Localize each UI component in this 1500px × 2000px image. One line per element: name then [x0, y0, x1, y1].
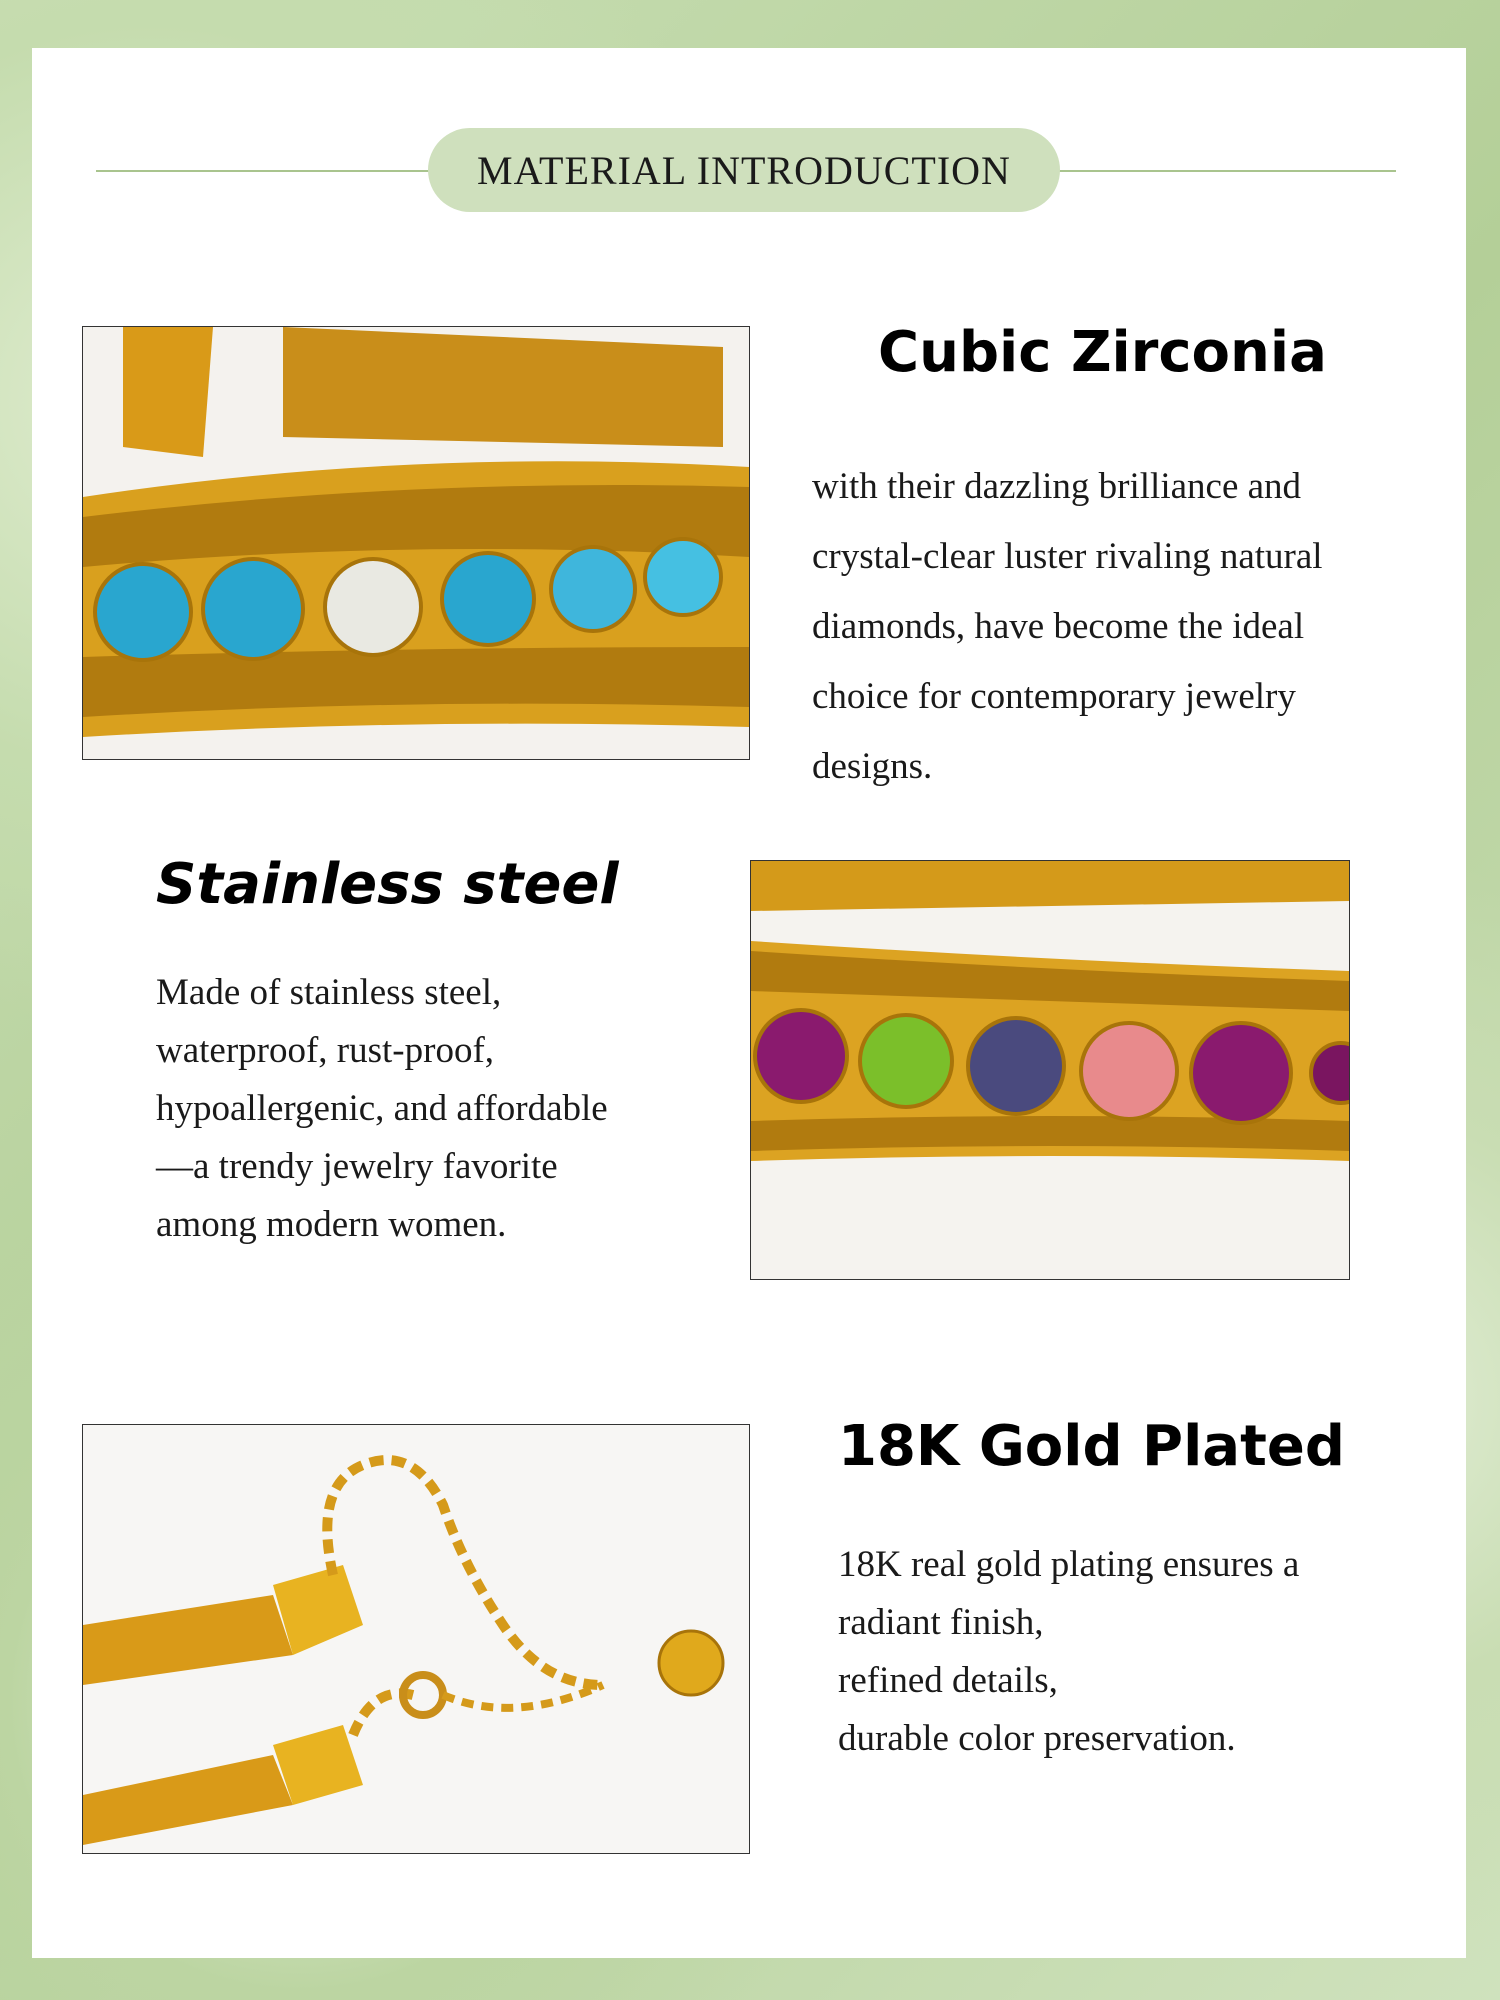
zirconia-line: diamonds, have become the ideal: [812, 606, 1305, 647]
zirconia-line: designs.: [812, 746, 933, 787]
gold-line: radiant finish,: [838, 1602, 1044, 1643]
banner-divider-left: [96, 170, 436, 172]
zirconia-line: crystal-clear luster rivaling natural: [812, 536, 1323, 577]
section-banner: MATERIAL INTRODUCTION: [428, 128, 1060, 212]
zirconia-line: with their dazzling brilliance and: [812, 466, 1302, 507]
section-title-zirconia: Cubic Zirconia: [878, 320, 1327, 385]
zirconia-line: choice for contemporary jewelry: [812, 676, 1296, 717]
steel-line: waterproof, rust-proof,: [156, 1030, 495, 1071]
gold-line: durable color preservation.: [838, 1718, 1236, 1759]
steel-line: —a trendy jewelry favorite: [156, 1146, 558, 1187]
section-body-gold: [838, 1536, 1299, 1768]
gold-line: 18K real gold plating ensures a: [838, 1544, 1300, 1585]
steel-line: hypoallergenic, and affordable: [156, 1088, 608, 1129]
steel-line: Made of stainless steel,: [156, 972, 502, 1013]
section-body-zirconia: [812, 452, 1323, 802]
gold-line: refined details,: [838, 1660, 1058, 1701]
section-body-steel: [156, 964, 608, 1254]
section-title-steel: Stainless steel: [156, 852, 619, 917]
banner-divider-right: [1058, 170, 1396, 172]
bracelet-clasp-chain-photo: [82, 1424, 750, 1854]
steel-line: among modern women.: [156, 1204, 507, 1245]
section-title-gold: 18K Gold Plated: [838, 1414, 1345, 1479]
bracelet-blue-gems-photo: [82, 326, 750, 760]
bracelet-multicolor-gems-photo: [750, 860, 1350, 1280]
